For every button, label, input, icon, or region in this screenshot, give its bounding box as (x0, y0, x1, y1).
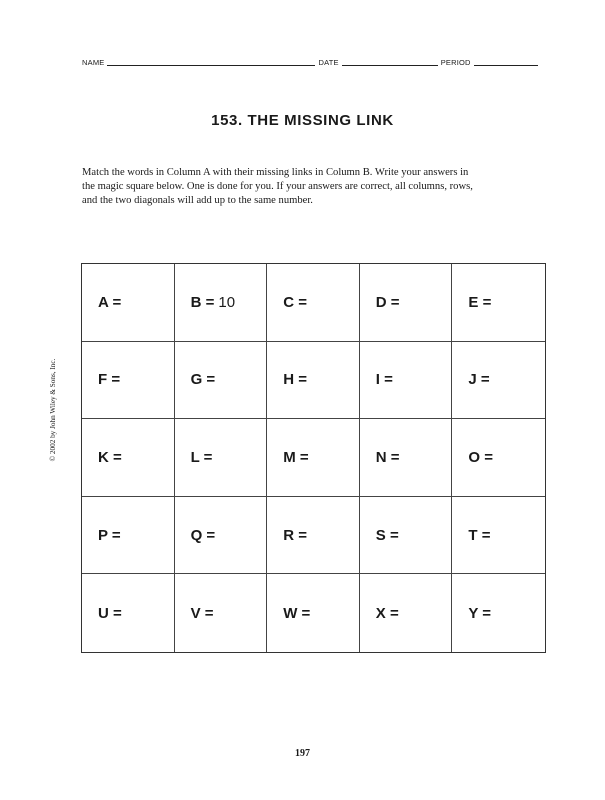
grid-cell-m[interactable] (267, 419, 360, 497)
grid-cell-l[interactable] (175, 419, 268, 497)
cell-label: Q = (190, 526, 216, 544)
cell-label: I = (375, 371, 393, 389)
grid-cell-i[interactable] (360, 342, 453, 420)
cell-label: C = (283, 293, 307, 311)
grid-cell-e[interactable] (452, 264, 545, 342)
date-label: DATE (318, 58, 339, 67)
cell-value: 10 (218, 293, 236, 311)
grid-cell-h[interactable] (267, 342, 360, 420)
grid-cell-p[interactable] (82, 497, 175, 575)
grid-cell-b[interactable] (175, 264, 268, 342)
grid-cell-f[interactable] (82, 342, 175, 420)
instructions-line: the magic square below. One is done for you. If your answers are correct, all columns, rows, (82, 181, 473, 192)
magic-square-grid (81, 263, 546, 653)
grid-cell-d[interactable] (360, 264, 453, 342)
grid-cell-u[interactable] (82, 574, 175, 652)
cell-label: W = (283, 604, 311, 622)
instructions-line: and the two diagonals will add up to the same number. (82, 195, 313, 206)
cell-label: Y = (468, 604, 492, 622)
cell-label: F = (98, 371, 121, 389)
grid-cell-j[interactable] (452, 342, 545, 420)
instructions (82, 166, 548, 208)
cell-label: A = (98, 293, 122, 311)
grid-cell-c[interactable] (267, 264, 360, 342)
grid-cell-y[interactable] (452, 574, 545, 652)
cell-label: R = (283, 526, 307, 544)
instructions-line: Match the words in Column A with their missing links in Column B. Write your answers in (82, 167, 469, 178)
name-blank[interactable] (107, 57, 315, 66)
cell-label: P = (98, 526, 121, 544)
date-blank[interactable] (342, 57, 438, 66)
grid-cell-a[interactable] (82, 264, 175, 342)
name-label: NAME (82, 58, 105, 67)
grid-cell-k[interactable] (82, 419, 175, 497)
grid-cell-t[interactable] (452, 497, 545, 575)
student-info-header (82, 55, 548, 67)
cell-label: B = (190, 293, 215, 311)
cell-label: M = (283, 448, 309, 466)
grid-cell-w[interactable] (267, 574, 360, 652)
grid-cell-s[interactable] (360, 497, 453, 575)
grid-cell-o[interactable] (452, 419, 545, 497)
grid-cell-q[interactable] (175, 497, 268, 575)
grid-cell-n[interactable] (360, 419, 453, 497)
cell-label: J = (468, 371, 490, 389)
cell-label: N = (375, 448, 400, 466)
cell-label: G = (190, 371, 216, 389)
cell-label: S = (375, 526, 399, 544)
period-blank[interactable] (474, 57, 538, 66)
page-title: 153. THE MISSING LINK (211, 112, 394, 129)
cell-label: U = (98, 604, 122, 622)
cell-label: O = (468, 448, 493, 466)
cell-label: E = (468, 293, 492, 311)
cell-label: L = (190, 448, 213, 466)
cell-label: K = (98, 448, 122, 466)
grid-cell-r[interactable] (267, 497, 360, 575)
grid-cell-g[interactable] (175, 342, 268, 420)
cell-label: D = (375, 293, 400, 311)
cell-label: X = (375, 604, 399, 622)
period-label: PERIOD (440, 58, 471, 67)
page-number: 197 (295, 748, 310, 759)
grid-cell-x[interactable] (360, 574, 453, 652)
cell-label: V = (190, 604, 214, 622)
grid-cell-v[interactable] (175, 574, 268, 652)
copyright-credit: © 2002 by John Wiley & Sons, Inc. (49, 358, 57, 462)
cell-label: T = (468, 526, 491, 544)
cell-label: H = (283, 371, 307, 389)
